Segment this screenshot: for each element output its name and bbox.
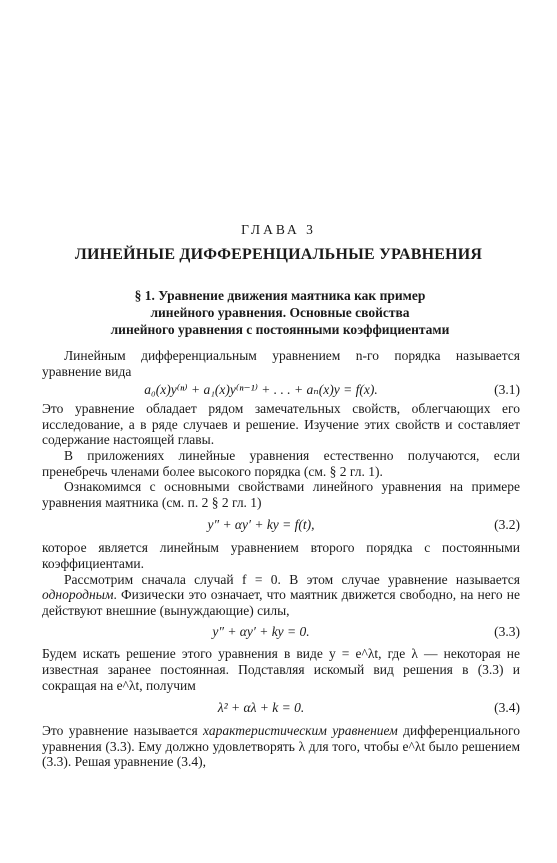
paragraph: В приложениях линейные уравнения естественно получаются, если пренебречь членами более высокого порядка (см. § 2 гл. 1). bbox=[42, 447, 520, 479]
equation-3-3 bbox=[42, 618, 520, 646]
paragraph-text: . Физически это означает, что маятник движется свободно, на него не действуют внешние (вынуждающие) силы, bbox=[42, 587, 520, 618]
paragraph: которое является линейным уравнением второго порядка с постоянными коэффициентами. bbox=[42, 540, 520, 571]
equation-3-2 bbox=[42, 510, 520, 540]
paragraph: Линейным дифференциальным уравнением n-го порядка называется уравнение вида bbox=[42, 348, 520, 379]
paragraph-text: дифференциального уравнения (3.3). Ему должно удовлетворять λ для того, чтобы e^λt было решением (3.3). Решая уравнение (3.4), bbox=[42, 723, 520, 770]
chapter-label: ГЛАВА 3 bbox=[241, 222, 316, 237]
paragraph bbox=[42, 572, 520, 619]
chapter-title: ЛИНЕЙНЫЕ ДИФФЕРЕНЦИАЛЬНЫЕ УРАВНЕНИЯ bbox=[74, 246, 483, 263]
paragraph: Это уравнение обладает рядом замечательных свойств, облегчающих его исследование, а в ряде случаев и решение. Изучение этих свойств и составляет содержание настоящей главы. bbox=[42, 401, 520, 448]
section-heading bbox=[60, 287, 500, 338]
paragraph: Ознакомимся с основными свойствами линейного уравнения на примере уравнения маятника (см. п. 2 § 2 гл. 1) bbox=[42, 479, 520, 510]
equation-formula: λ² + αλ + k = 0. bbox=[217, 700, 305, 716]
equation-number: (3.1) bbox=[494, 382, 520, 398]
term-characteristic-equation: характеристическим уравнением bbox=[203, 723, 398, 739]
section-heading-line: линейного уравнения с постоянными коэффициентами bbox=[110, 322, 450, 337]
equation-formula: y″ + αy′ + ky = f(t), bbox=[207, 517, 315, 533]
equation-3-1 bbox=[42, 379, 520, 401]
paragraph-text: Это уравнение называется bbox=[42, 723, 203, 739]
equation-number: (3.3) bbox=[494, 624, 520, 640]
equation-formula: y″ + αy′ + ky = 0. bbox=[212, 624, 310, 640]
paragraph bbox=[42, 723, 520, 770]
equation-number: (3.4) bbox=[494, 700, 520, 716]
paragraph-text: Рассмотрим сначала случай f = 0. В этом случае уравнение называется bbox=[64, 571, 520, 587]
equation-3-4 bbox=[42, 693, 520, 723]
equation-number: (3.2) bbox=[494, 517, 520, 533]
section-heading-line: § 1. Уравнение движения маятника как пример bbox=[134, 288, 426, 303]
paragraph: Будем искать решение этого уравнения в виде y = e^λt, где λ — некоторая не известная заранее постоянная. Подставляя искомый вид решения в (3.3) и сокращая на e^λt, получим bbox=[42, 646, 520, 693]
body-text bbox=[42, 348, 520, 770]
equation-formula: a₀(x)y⁽ⁿ⁾ + a₁(x)y⁽ⁿ⁻¹⁾ + . . . + aₙ(x)y = f(x). bbox=[144, 382, 378, 398]
section-heading-line: линейного уравнения. Основные свойства bbox=[150, 305, 410, 320]
term-homogeneous: однородным bbox=[42, 587, 114, 603]
